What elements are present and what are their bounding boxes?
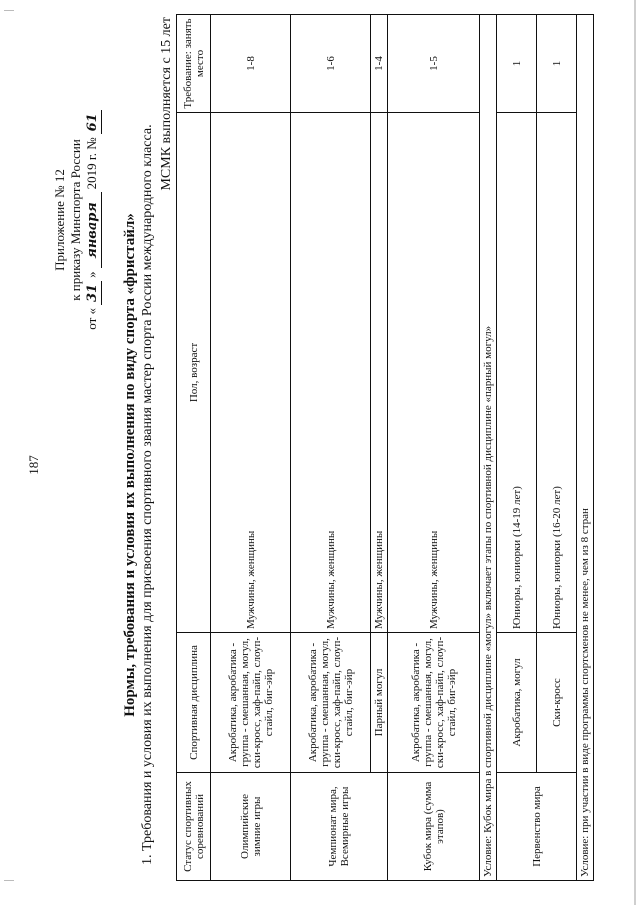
gender-age-cell: Мужчины, женщины (211, 113, 291, 633)
status-cell: Чемпионат мира, Всемирные игры (291, 773, 388, 881)
intro-paragraph: 1. Требования и условия их выполнения для присвоения спортивного звания мастер спорта России международного класса. (140, 124, 155, 865)
appendix-date (84, 55, 102, 385)
status-cell: Кубок мира (сумма этапов) (388, 773, 480, 881)
status-cell: Олимпийские зимние игры (211, 773, 291, 881)
place-cell: 1-8 (211, 15, 291, 113)
header-requirement: Требование: занять место (177, 15, 211, 113)
discipline-cell: Акробатика, акробатика - группа - смешанная, могул, ски-кросс, хаф-пайп, слоуп-стайл, биг-эйр (211, 633, 291, 773)
appendix-line2: к приказу Минспорта России (68, 139, 83, 301)
document-title: Нормы, требования и условия их выполнения по виду спорта «фристайл» (122, 213, 138, 717)
table-row (388, 15, 480, 881)
place-cell: 1-6 (291, 15, 371, 113)
table-row (211, 15, 291, 881)
page-number: 187 (26, 455, 41, 475)
condition-row: Условие: Кубок мира в спортивной дисциплине «могул» включает этапы по спортивной дисциплине «парный могул» (480, 15, 497, 881)
date-mid: » (84, 271, 99, 278)
table-row (371, 15, 388, 881)
date-prefix: от « (84, 307, 99, 330)
date-year: 2019 г. № (84, 137, 99, 190)
place-cell: 1 (497, 15, 537, 113)
status-cell: Первенство мира (497, 773, 577, 881)
header-status: Статус спортивных соревнований (177, 773, 211, 881)
place-cell: 1-4 (371, 15, 388, 113)
place-cell: 1 (537, 15, 577, 113)
discipline-cell: Акробатика, акробатика - группа - смешанная, могул, ски-кросс, хаф-пайп, слоуп-стайл, биг-эйр (291, 633, 371, 773)
appendix-line1: Приложение № 12 (52, 169, 67, 271)
gender-age-cell: Юниоры, юниорки (16-20 лет) (537, 113, 577, 633)
gender-age-cell: Мужчины, женщины (371, 113, 388, 633)
appendix-block (52, 55, 102, 385)
header-gender-age: Пол, возраст (177, 113, 211, 633)
gender-age-cell: Мужчины, женщины (291, 113, 371, 633)
gender-age-cell: Мужчины, женщины (388, 113, 480, 633)
date-day: 31 (85, 281, 102, 305)
discipline-cell: Парный могул (371, 633, 388, 773)
discipline-cell: Ски-кросс (537, 633, 577, 773)
table-row (291, 15, 371, 881)
table-row (537, 15, 577, 881)
norms-table (176, 14, 594, 881)
date-month: января (85, 192, 102, 268)
gender-age-cell: Юниоры, юниорки (14-19 лет) (497, 113, 537, 633)
header-discipline: Спортивная дисциплина (177, 633, 211, 773)
table-row (497, 15, 537, 881)
discipline-cell: Акробатика, могул (497, 633, 537, 773)
age-note: МСМК выполняется с 15 лет (159, 17, 174, 191)
place-cell: 1-5 (388, 15, 480, 113)
discipline-cell: Акробатика, акробатика - группа - смешанная, могул, ски-кросс, хаф-пайп, слоуп-стайл, биг-эйр (388, 633, 480, 773)
condition-row: Условие: при участии в виде программы спортсменов не менее, чем из 8 стран (577, 15, 594, 881)
table-row (480, 15, 497, 881)
table-header-row (177, 15, 211, 881)
order-number: 61 (85, 110, 102, 134)
table-row (577, 15, 594, 881)
